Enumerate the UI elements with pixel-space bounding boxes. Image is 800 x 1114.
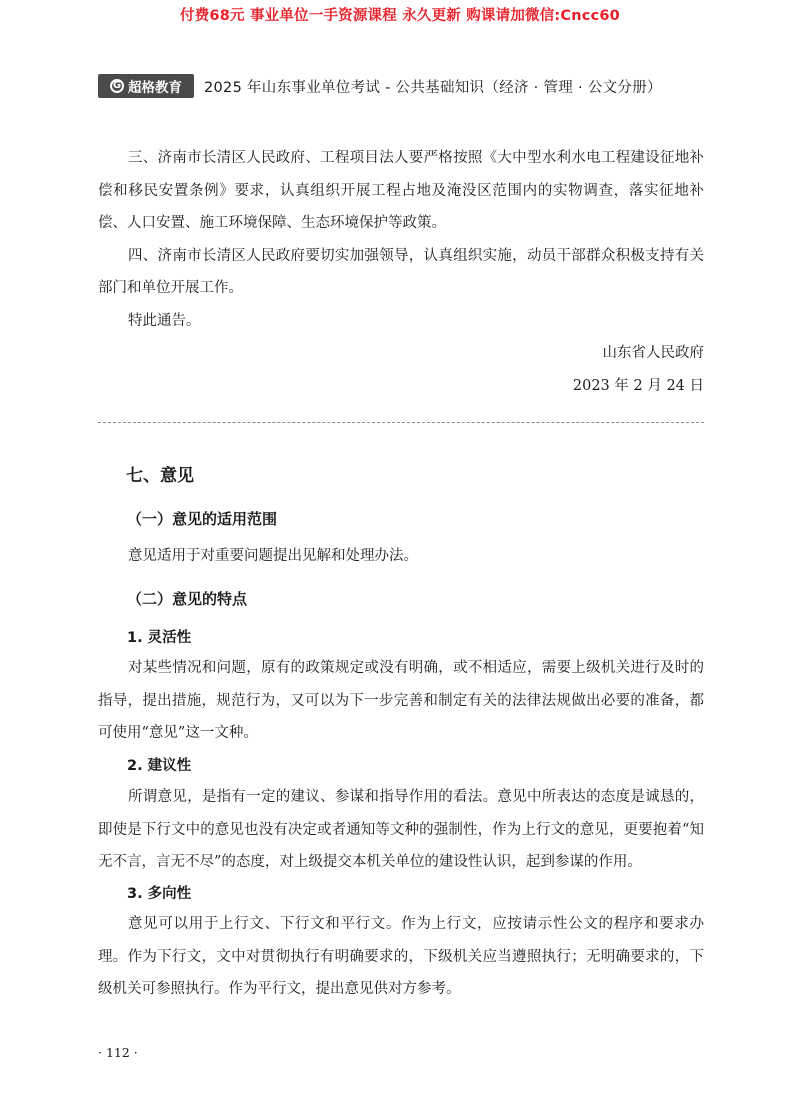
subsection-1-text: 意见适用于对重要问题提出见解和处理办法。 <box>128 548 418 564</box>
notice-paragraph-4: 四、济南市长清区人民政府要切实加强领导，认真组织实施，动员干部群众积极支持有关部门和单位开展工作。 <box>98 247 704 296</box>
item-1-body <box>98 652 704 750</box>
item-3-title: 3. 多向性 <box>127 886 192 902</box>
section-divider <box>98 422 704 423</box>
notice-paragraph-3: 三、济南市长清区人民政府、工程项目法人要严格按照《大中型水利水电工程建设征地补偿和移民安置条例》要求，认真组织开展工程占地及淹没区范围内的实物调查，落实征地补偿、人口安置、施工环境保障、生态环境保护等政策。 <box>98 150 704 231</box>
logo-icon: G <box>110 79 124 93</box>
notice-closing: 特此通告。 <box>128 312 201 329</box>
item-3-body <box>98 908 704 1006</box>
watermark-text: 付费68元 事业单位一手资源课程 永久更新 购课请加微信:Cncc60 <box>180 8 620 24</box>
item-2-text: 所谓意见，是指有一定的建议、参谋和指导作用的看法。意见中所表达的态度是诚恳的，即使是下行文中的意见也没有决定或者通知等文种的强制性，作为上行文的意见，更要抱着“知无不言，言无不尽”的态度，对上级提交本机关单位的建设性认识，起到参谋的作用。 <box>98 789 704 870</box>
page-header <box>98 73 718 99</box>
page-number: · 112 · <box>98 1045 138 1060</box>
section-title: 七、意见 <box>126 466 194 486</box>
subsection-1-body <box>98 540 704 573</box>
notice-signer: 山东省人民政府 <box>602 345 704 361</box>
publisher-logo <box>98 74 194 98</box>
item-2-title: 2. 建议性 <box>127 758 192 774</box>
logo-text: 超格教育 <box>128 80 182 96</box>
notice-body <box>98 142 704 402</box>
notice-date: 2023 年 2 月 24 日 <box>572 377 704 394</box>
item-3-text: 意见可以用于上行文、下行文和平行文。作为上行文，应按请示性公文的程序和要求办理。作为下行文，文中对贯彻执行有明确要求的，下级机关应当遵照执行；无明确要求的，下级机关可参照执行。作为平行文，提出意见供对方参考。 <box>98 916 704 997</box>
subsection-1-title: （一）意见的适用范围 <box>127 510 278 528</box>
subsection-2-title: （二）意见的特点 <box>127 590 248 608</box>
item-2-body <box>98 781 704 879</box>
book-title: 2025 年山东事业单位考试 - 公共基础知识（经济 · 管理 · 公文分册） <box>204 79 662 96</box>
item-1-text: 对某些情况和问题，原有的政策规定或没有明确，或不相适应，需要上级机关进行及时的指导，提出措施，规范行为，又可以为下一步完善和制定有关的法律法规做出必要的准备，都可使用“意见”这一文种。 <box>98 660 704 741</box>
item-1-title: 1. 灵活性 <box>127 630 192 646</box>
